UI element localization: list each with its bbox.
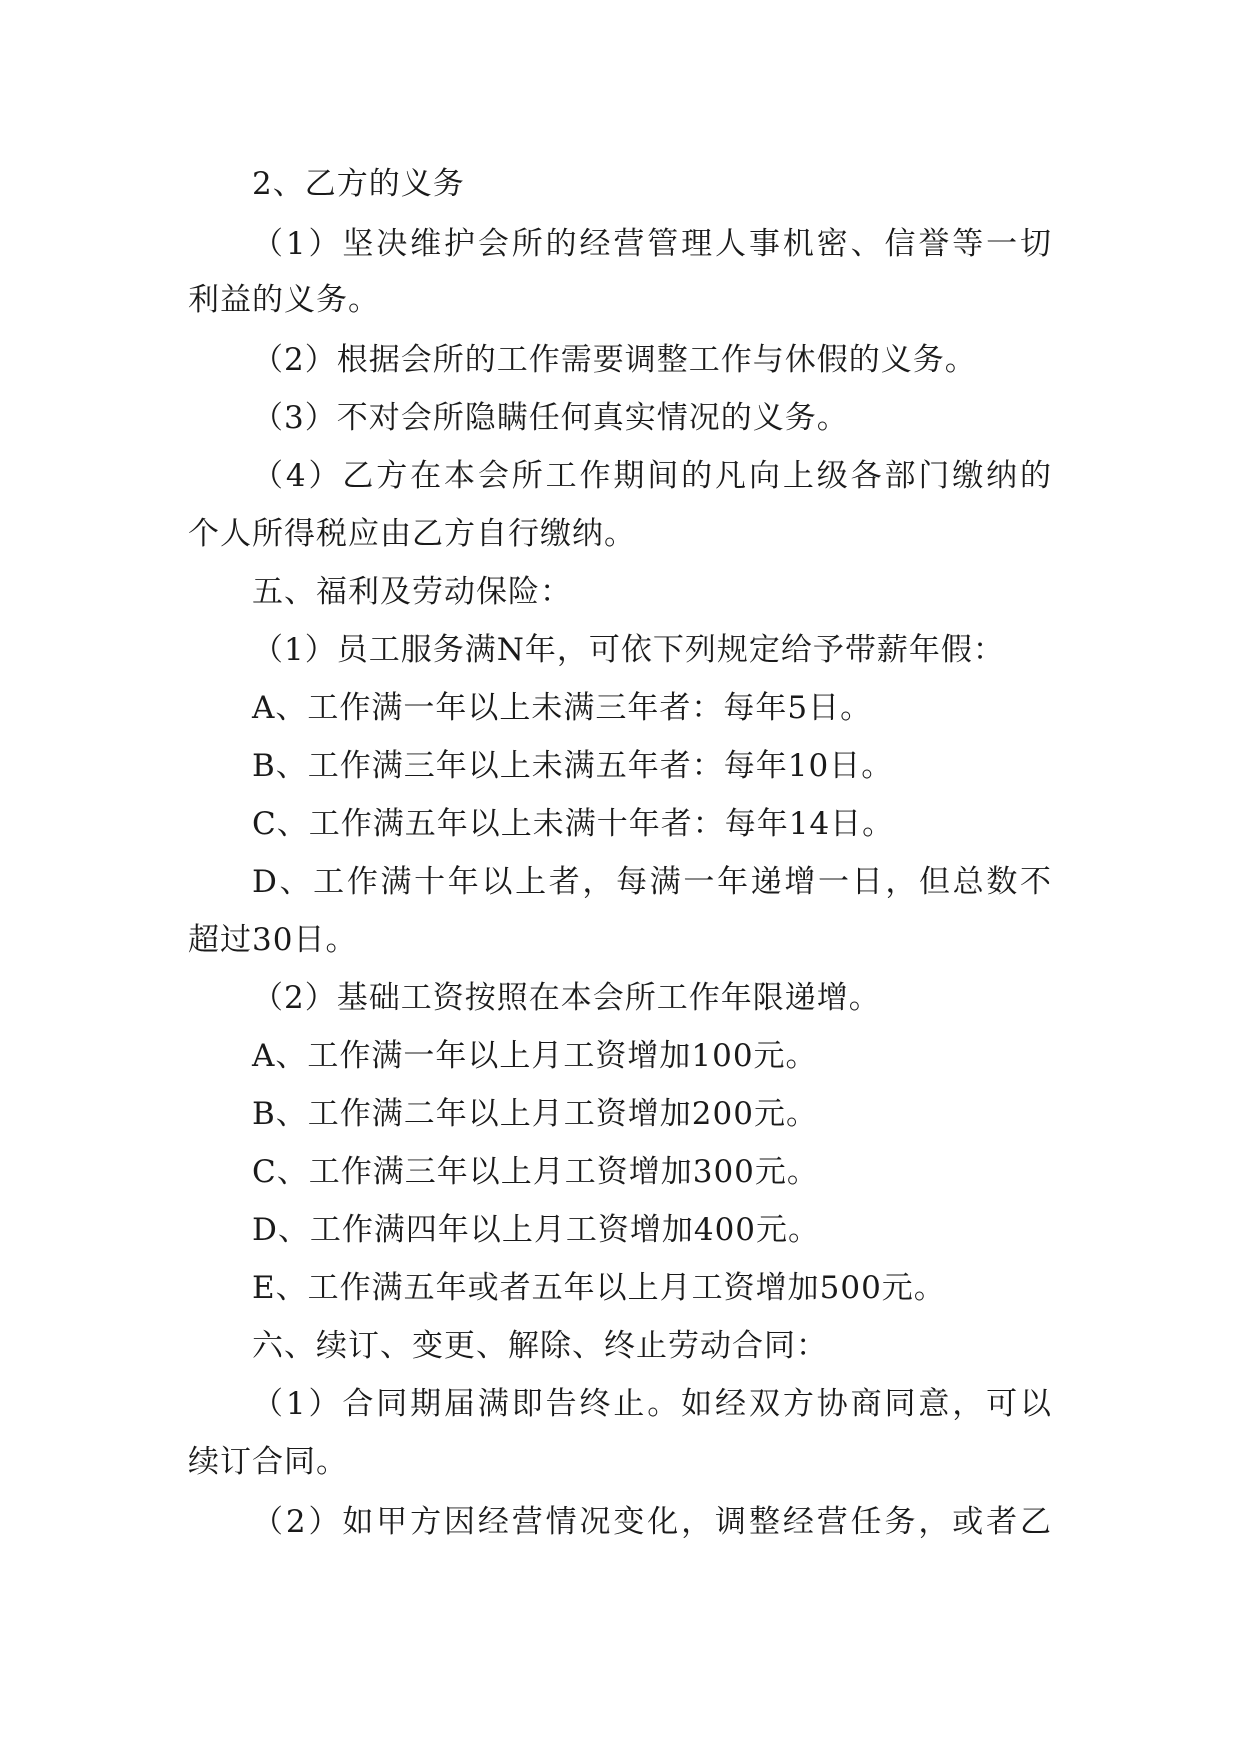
- text-line: 续订合同。: [188, 1444, 348, 1480]
- text-line: 个人所得税应由乙方自行缴纳。: [188, 516, 636, 552]
- section-heading: 六、续订、变更、解除、终止劳动合同：: [252, 1328, 828, 1364]
- list-item: B、工作满二年以上月工资增加200元。: [252, 1096, 818, 1132]
- list-item: D、工作满十年以上者，每满一年递增一日，但总数不: [252, 864, 1052, 900]
- list-item: B、工作满三年以上未满五年者：每年10日。: [252, 748, 894, 784]
- text-line: （1）员工服务满N年，可依下列规定给予带薪年假：: [252, 632, 1005, 668]
- text-line: 利益的义务。: [188, 282, 380, 318]
- list-item: C、工作满五年以上未满十年者：每年14日。: [252, 806, 895, 842]
- text-line: 2、乙方的义务: [252, 166, 465, 202]
- list-item: C、工作满三年以上月工资增加300元。: [252, 1154, 819, 1190]
- text-line: 超过30日。: [188, 922, 358, 958]
- text-line: （1）坚决维护会所的经营管理人事机密、信誉等一切: [252, 226, 1052, 262]
- text-line: （3）不对会所隐瞒任何真实情况的义务。: [252, 400, 849, 436]
- text-line: （4）乙方在本会所工作期间的凡向上级各部门缴纳的: [252, 458, 1052, 494]
- text-line: （2）根据会所的工作需要调整工作与休假的义务。: [252, 342, 977, 378]
- text-line: （2）基础工资按照在本会所工作年限递增。: [252, 980, 881, 1016]
- list-item: A、工作满一年以上未满三年者：每年5日。: [252, 690, 873, 726]
- text-line: （2）如甲方因经营情况变化，调整经营任务，或者乙: [252, 1504, 1052, 1540]
- list-item: D、工作满四年以上月工资增加400元。: [252, 1212, 821, 1248]
- list-item: A、工作满一年以上月工资增加100元。: [252, 1038, 818, 1074]
- section-heading: 五、福利及劳动保险：: [252, 574, 572, 610]
- list-item: E、工作满五年或者五年以上月工资增加500元。: [252, 1270, 946, 1306]
- text-line: （1）合同期届满即告终止。如经双方协商同意，可以: [252, 1386, 1052, 1422]
